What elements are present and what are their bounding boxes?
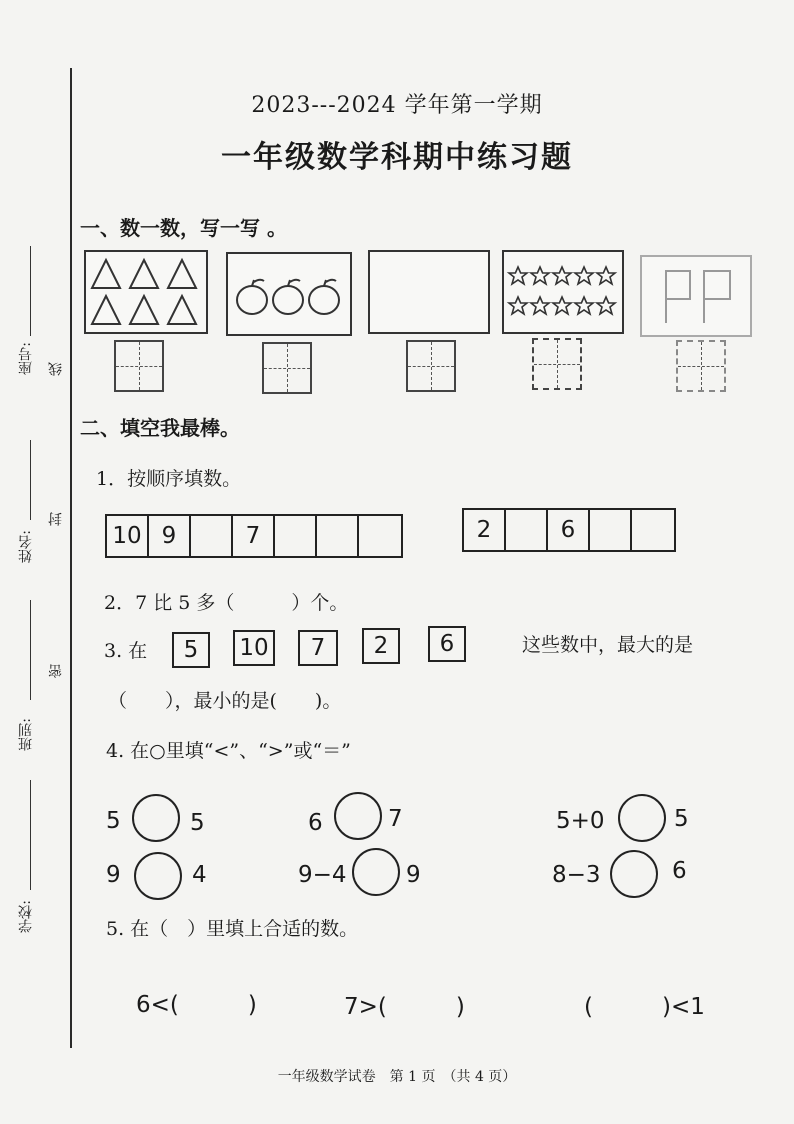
empty-picture-box xyxy=(368,250,490,334)
name-underline xyxy=(30,440,31,520)
seal-mi: 密 xyxy=(48,664,64,678)
q2-text: 2．7 比 5 多（ ）个。 xyxy=(104,592,349,614)
q3-number-box: 10 xyxy=(233,630,275,666)
page-footer: 一年级数学试卷 第 1 页 （共 4 页） xyxy=(277,1069,517,1085)
answer-grid[interactable] xyxy=(676,340,726,392)
answer-grid[interactable] xyxy=(114,340,164,392)
star-icon xyxy=(504,252,622,332)
q5-item[interactable]: ( )<1 xyxy=(584,994,705,1020)
cmp-left: 6 xyxy=(308,810,323,836)
exam-title: 一年级数学科期中练习题 xyxy=(221,140,573,175)
cmp-left: 9−4 xyxy=(298,862,347,888)
sequence-a xyxy=(105,514,403,558)
q5-item[interactable]: 6<( ) xyxy=(136,992,257,1018)
q3-suffix: 这些数中，最大的是 xyxy=(522,634,694,656)
q3-number-box: 7 xyxy=(298,630,338,666)
q3-number-box: 5 xyxy=(172,632,210,668)
seq-cell[interactable] xyxy=(359,516,401,556)
q4-label: 4. 在○里填“<”、“>”或“＝” xyxy=(106,740,351,762)
answer-grid[interactable] xyxy=(532,338,582,390)
cmp-left: 8−3 xyxy=(552,862,601,888)
class-underline xyxy=(30,600,31,700)
star-picture-box xyxy=(502,250,624,334)
seat-underline xyxy=(30,246,31,336)
apple-icon xyxy=(228,254,350,334)
seq-cell[interactable] xyxy=(275,516,317,556)
sequence-b xyxy=(462,508,676,552)
cmp-right: 5 xyxy=(190,810,205,836)
school-label: 学校: xyxy=(18,900,34,933)
binding-line xyxy=(70,68,72,1048)
compare-circle[interactable] xyxy=(352,848,400,896)
q3-number-box: 6 xyxy=(428,626,466,662)
answer-grid[interactable] xyxy=(406,340,456,392)
q3-number-box: 2 xyxy=(362,628,400,664)
section1-heading: 一、数一数，写一写 。 xyxy=(80,216,287,240)
seq-cell[interactable] xyxy=(506,510,548,550)
name-label: 姓名: xyxy=(18,530,34,563)
compare-circle[interactable] xyxy=(134,852,182,900)
answer-grid[interactable] xyxy=(262,342,312,394)
cmp-left: 5+0 xyxy=(556,808,605,834)
compare-circle[interactable] xyxy=(618,794,666,842)
cmp-right: 6 xyxy=(672,858,687,884)
flag-icon xyxy=(642,257,750,335)
q1-label: 1．按顺序填数。 xyxy=(96,468,242,490)
seq-cell[interactable]: 10 xyxy=(107,516,149,556)
q5-label: 5. 在（ ）里填上合适的数。 xyxy=(106,918,359,940)
seq-cell[interactable] xyxy=(191,516,233,556)
seq-cell[interactable]: 6 xyxy=(548,510,590,550)
seal-xian: 线 xyxy=(48,362,64,376)
cmp-left: 9 xyxy=(106,862,121,888)
cmp-left: 5 xyxy=(106,808,121,834)
triangle-icon xyxy=(86,252,206,332)
cmp-right: 5 xyxy=(674,806,689,832)
seq-cell[interactable] xyxy=(317,516,359,556)
q5-item[interactable]: 7>( ) xyxy=(344,994,465,1020)
seq-cell[interactable]: 2 xyxy=(464,510,506,550)
seq-cell[interactable]: 9 xyxy=(149,516,191,556)
flag-picture-box xyxy=(640,255,752,337)
seat-label: 座号: xyxy=(18,342,34,375)
q3-prefix: 3. 在 xyxy=(104,640,148,662)
cmp-right: 4 xyxy=(192,862,207,888)
apple-picture-box xyxy=(226,252,352,336)
compare-circle[interactable] xyxy=(132,794,180,842)
seq-cell[interactable]: 7 xyxy=(233,516,275,556)
cmp-right: 7 xyxy=(388,806,403,832)
triangle-picture-box xyxy=(84,250,208,334)
compare-circle[interactable] xyxy=(334,792,382,840)
seq-cell[interactable] xyxy=(632,510,674,550)
class-label: 班别: xyxy=(18,718,34,751)
section2-heading: 二、填空我最棒。 xyxy=(80,416,240,440)
seq-cell[interactable] xyxy=(590,510,632,550)
school-underline xyxy=(30,780,31,890)
school-year-line: 2023---2024 学年第一学期 xyxy=(251,93,543,118)
q3-line2: （ ），最小的是( )。 xyxy=(108,690,342,712)
seal-feng: 封 xyxy=(48,512,64,526)
compare-circle[interactable] xyxy=(610,850,658,898)
cmp-right: 9 xyxy=(406,862,421,888)
